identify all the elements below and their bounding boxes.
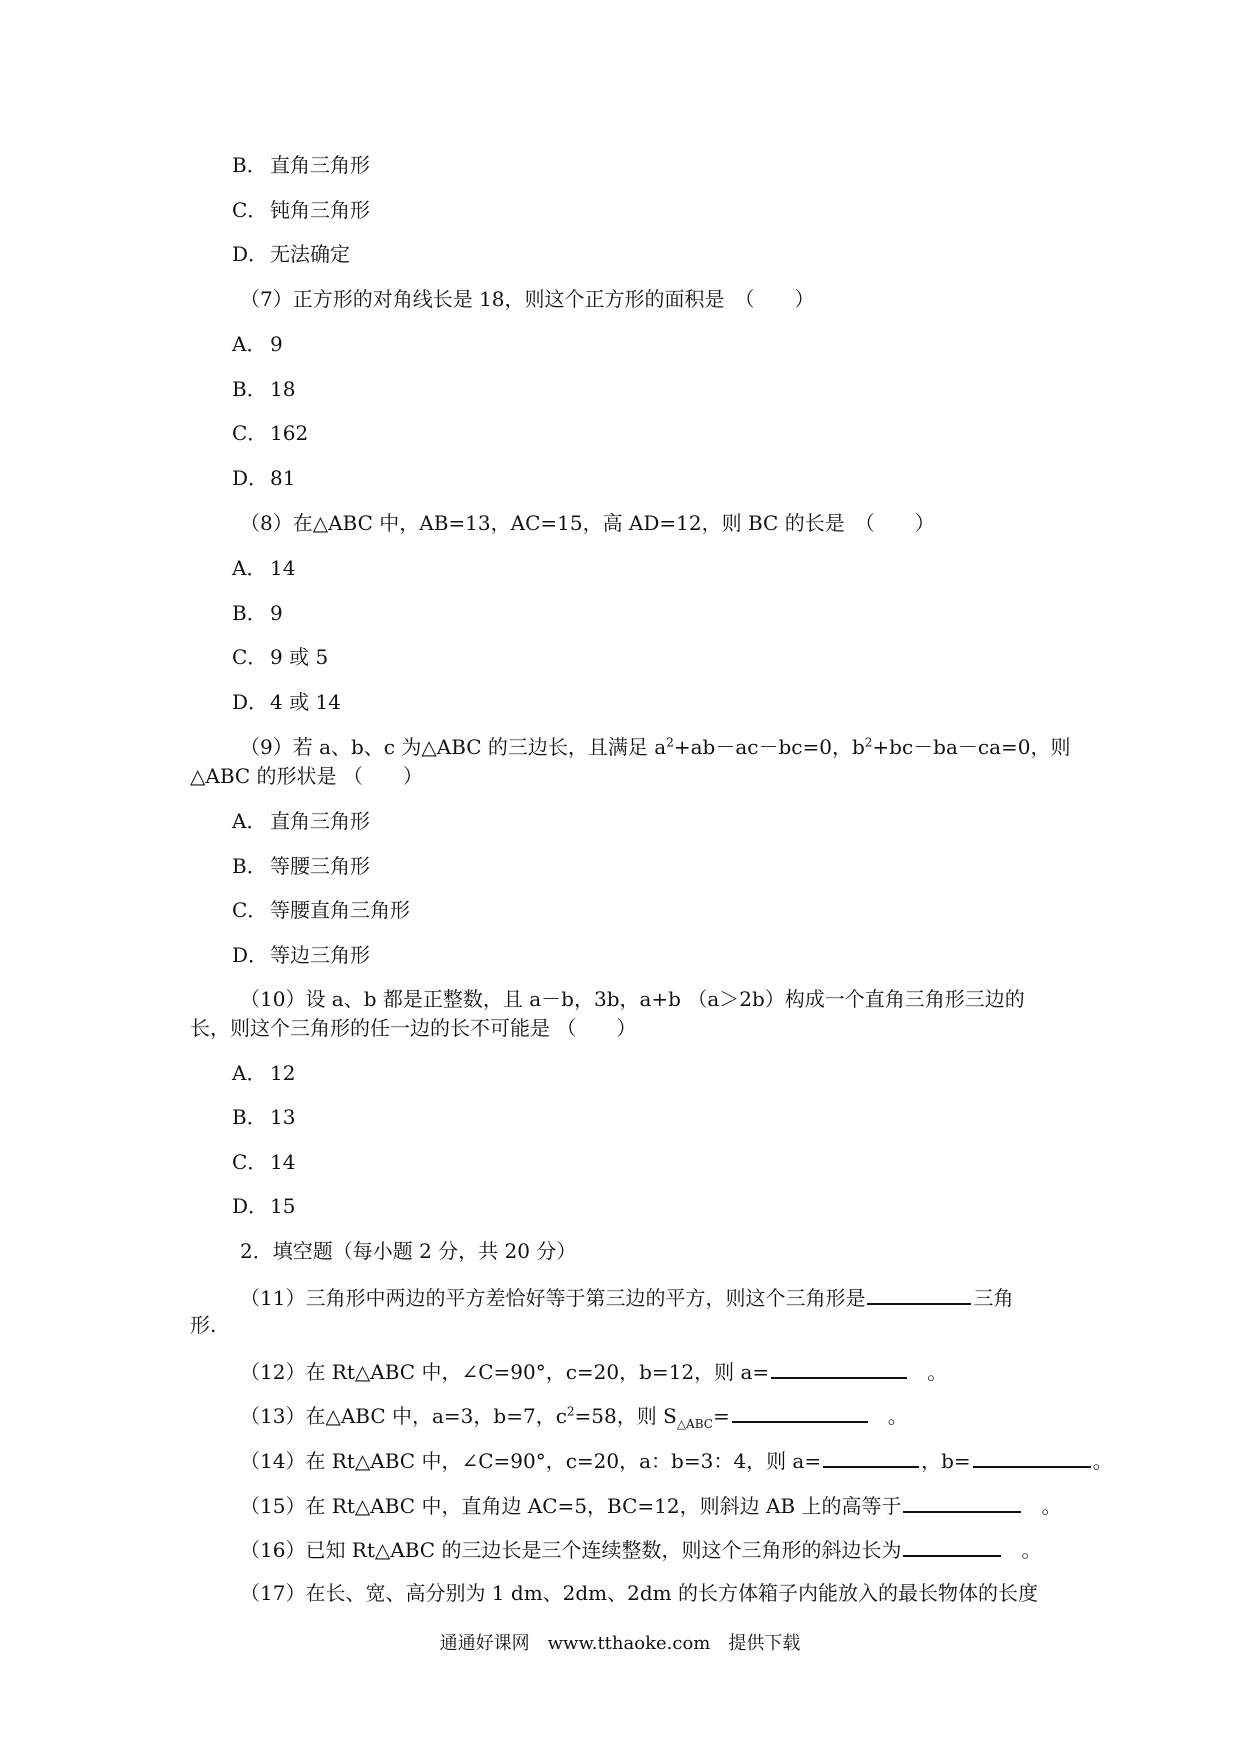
q16-stem	[240, 1535, 1041, 1563]
q17-stem: （17）在长、宽、高分别为 1 dm、2dm、2dm 的长方体箱子内能放入的最长物体的长度	[240, 1581, 1038, 1605]
q7-stem: （7）正方形的对角线长是 18，则这个正方形的面积是 （ ）	[240, 287, 815, 311]
option-text: 等腰三角形	[270, 854, 370, 878]
q10-option-c	[232, 1149, 295, 1175]
q9-stem	[240, 734, 1071, 760]
q11-text-b: 三角	[973, 1286, 1014, 1310]
option-label: C．	[232, 645, 268, 669]
page-footer: 通通好课网 www.tthaoke.com 提供下载	[439, 1633, 801, 1654]
option-text: 9 或 5	[270, 645, 329, 669]
q13-text-d: 。	[887, 1404, 908, 1428]
option-text: 直角三角形	[270, 809, 370, 833]
superscript: 2	[666, 735, 674, 750]
option-text: 12	[270, 1061, 296, 1085]
q9-option-a	[232, 808, 370, 834]
option-label: D．	[232, 466, 269, 490]
option-text: 14	[270, 556, 296, 580]
option-text: 4 或 14	[270, 690, 341, 714]
option-text: 等腰直角三角形	[270, 898, 410, 922]
option-label: D．	[232, 943, 269, 967]
q8-option-a	[232, 555, 295, 581]
option-label: D．	[232, 690, 269, 714]
q6-option-b	[232, 152, 370, 178]
option-label: D．	[232, 242, 269, 266]
q9-stem-part-b: +ab－ac－bc=0，b	[673, 735, 865, 759]
option-text: 13	[270, 1105, 296, 1129]
superscript: 2	[864, 735, 873, 750]
q9-option-b	[232, 853, 370, 879]
q16-text-b: 。	[1021, 1538, 1042, 1562]
option-label: B．	[232, 153, 267, 177]
option-label: C．	[232, 1150, 268, 1174]
q8-option-c	[232, 644, 328, 670]
q9-stem-line2: △ABC 的形状是 （ ）	[190, 764, 423, 788]
q12-text-b: 。	[927, 1360, 948, 1384]
option-label: C．	[232, 898, 268, 922]
q6-option-d	[232, 241, 350, 267]
q9-option-c	[232, 897, 410, 923]
option-label: B．	[232, 377, 267, 401]
option-text: 14	[270, 1150, 296, 1174]
q14-text-c: 。	[1092, 1449, 1113, 1473]
option-label: B．	[232, 601, 267, 625]
q8-option-d	[232, 689, 341, 715]
superscript: 2	[566, 1404, 575, 1419]
q13-text-a: （13）在△ABC 中，a=3，b=7，c	[240, 1404, 567, 1428]
q15-text-b: 。	[1041, 1494, 1062, 1518]
answer-blank	[867, 1283, 971, 1305]
q7-option-a	[232, 331, 283, 357]
option-text: 18	[270, 377, 296, 401]
q14-stem	[240, 1446, 1113, 1474]
section-heading: 2．填空题（每小题 2 分，共 20 分）	[240, 1239, 577, 1263]
option-label: B．	[232, 1105, 267, 1129]
option-label: A．	[232, 556, 267, 580]
q10-option-b	[232, 1104, 295, 1130]
option-text: 等边三角形	[270, 943, 370, 967]
q10-stem: （10）设 a、b 都是正整数，且 a－b，3b，a+b （a＞2b）构成一个直角三角形三边的	[240, 987, 1025, 1011]
q13-text-b: =58，则 S	[574, 1404, 677, 1428]
option-text: 无法确定	[270, 242, 350, 266]
q13-text-c: =	[712, 1404, 730, 1428]
answer-blank	[771, 1357, 907, 1379]
q14-text-a: （14）在 Rt△ABC 中，∠C=90°，c=20，a：b=3：4，则 a=	[240, 1449, 822, 1473]
option-label: C．	[232, 421, 268, 445]
q15-stem	[240, 1491, 1061, 1519]
option-label: B．	[232, 854, 267, 878]
q7-option-d	[232, 465, 295, 491]
q13-stem	[240, 1401, 908, 1429]
option-text: 9	[270, 332, 283, 356]
q12-stem	[240, 1357, 947, 1385]
option-label: C．	[232, 198, 268, 222]
answer-blank	[732, 1401, 868, 1423]
option-label: A．	[232, 332, 267, 356]
q15-text-a: （15）在 Rt△ABC 中，直角边 AC=5，BC=12，则斜边 AB 上的高等于	[240, 1494, 902, 1518]
q7-option-c	[232, 420, 308, 446]
option-label: A．	[232, 809, 267, 833]
option-text: 钝角三角形	[270, 198, 370, 222]
option-text: 15	[270, 1194, 296, 1218]
q10-stem-line2: 长，则这个三角形的任一边的长不可能是 （ ）	[190, 1016, 637, 1040]
q10-option-a	[232, 1060, 295, 1086]
q7-option-b	[232, 376, 295, 402]
option-text: 81	[270, 466, 296, 490]
q6-option-c	[232, 197, 370, 223]
q9-stem-part-c: +bc－ba－ca=0，则	[872, 735, 1071, 759]
answer-blank	[973, 1446, 1091, 1468]
answer-blank	[903, 1535, 1001, 1557]
q12-text-a: （12）在 Rt△ABC 中，∠C=90°，c=20，b=12，则 a=	[240, 1360, 770, 1384]
option-label: D．	[232, 1194, 269, 1218]
option-label: A．	[232, 1061, 267, 1085]
q14-text-b: ，b=	[921, 1449, 971, 1473]
q11-text-a: （11）三角形中两边的平方差恰好等于第三边的平方，则这个三角形是	[240, 1286, 866, 1310]
q16-text-a: （16）已知 Rt△ABC 的三边长是三个连续整数，则这个三角形的斜边长为	[240, 1538, 902, 1562]
option-text: 162	[270, 421, 309, 445]
q11-stem-line2: 形.	[190, 1313, 217, 1337]
q9-stem-part-a: （9）若 a、b、c 为△ABC 的三边长，且满足 a	[240, 735, 667, 759]
option-text: 9	[270, 601, 283, 625]
q8-stem: （8）在△ABC 中，AB=13，AC=15，高 AD=12，则 BC 的长是 （ ）	[240, 511, 935, 535]
answer-blank	[903, 1491, 1021, 1513]
q8-option-b	[232, 600, 283, 626]
q9-option-d	[232, 942, 370, 968]
q10-option-d	[232, 1193, 295, 1219]
q11-stem	[240, 1283, 1013, 1311]
option-text: 直角三角形	[270, 153, 370, 177]
answer-blank	[823, 1446, 919, 1468]
subscript: △ABC	[676, 1417, 713, 1431]
